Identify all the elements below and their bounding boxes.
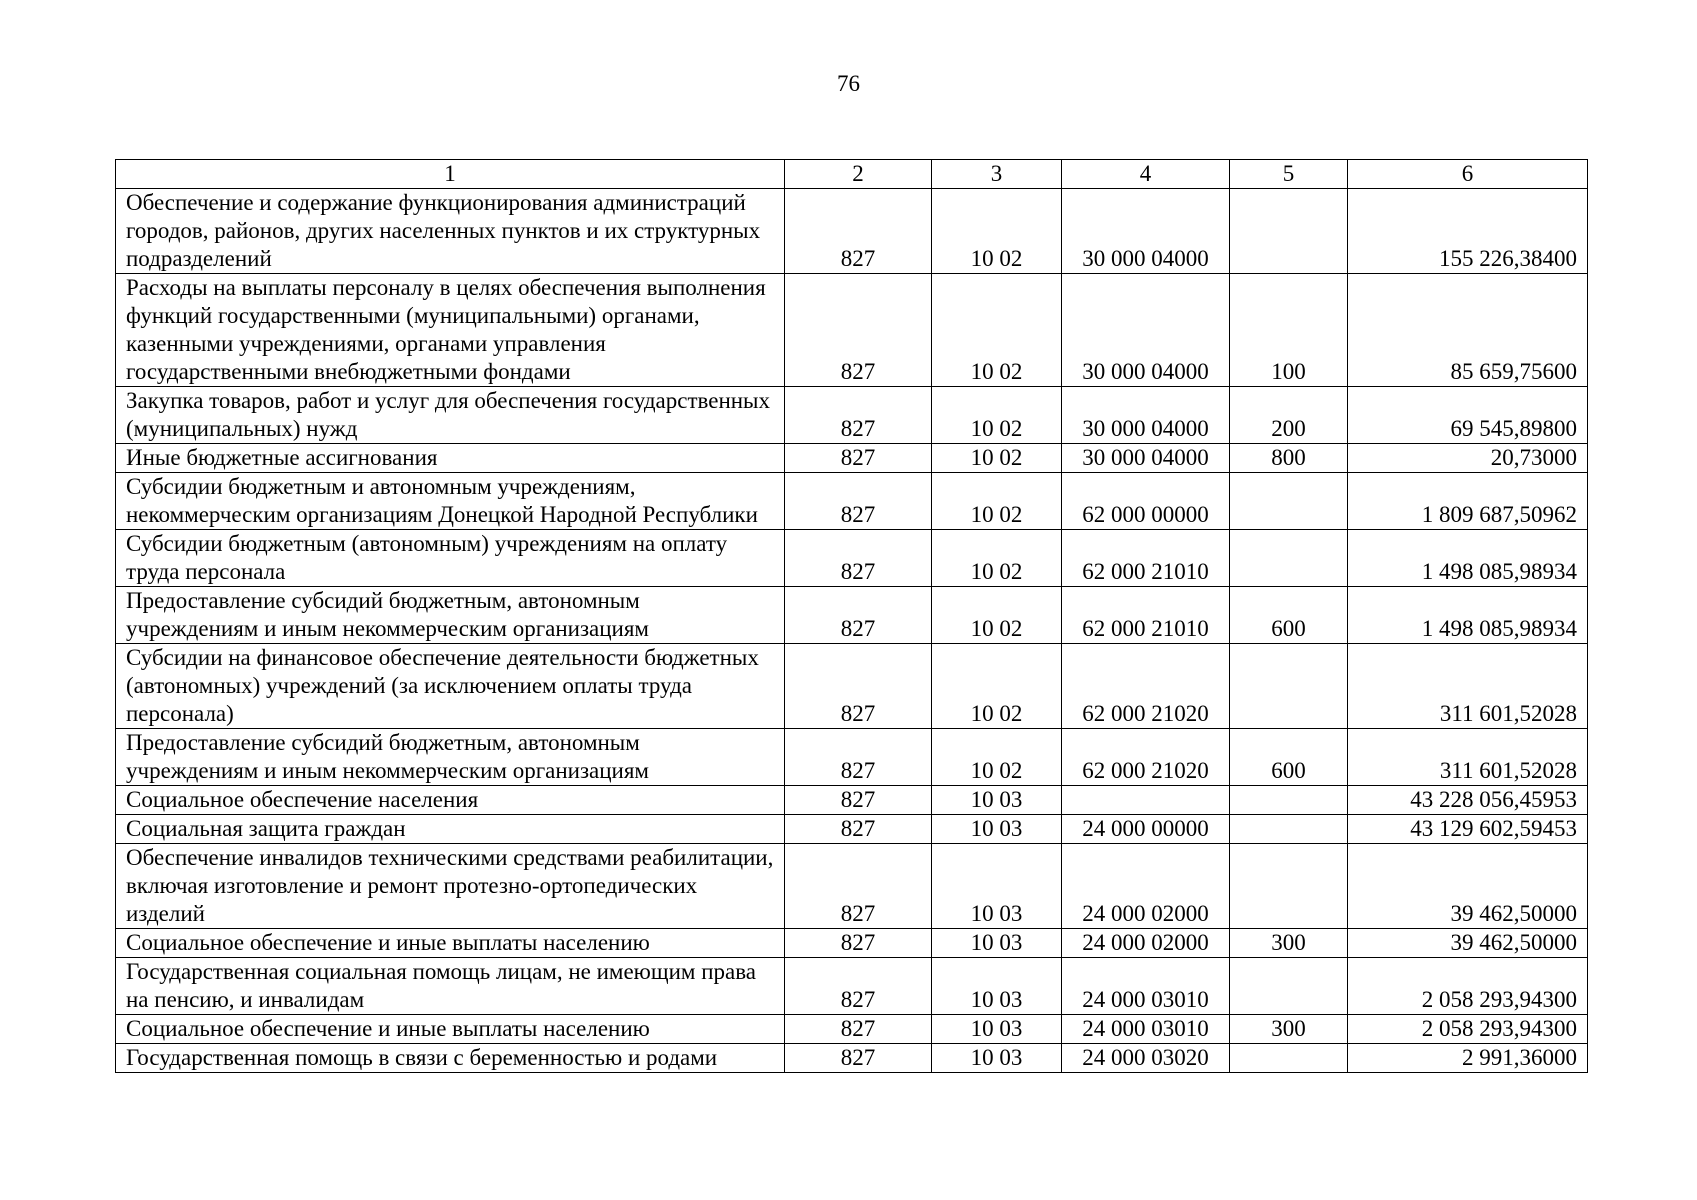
row-name-cell: Субсидии на финансовое обеспечение деятельности бюджетных (автономных) учреждений (за исключением оплаты труда персонала) — [116, 644, 785, 729]
row-target-article-cell: 24 000 00000 — [1062, 815, 1230, 844]
row-target-article-cell: 30 000 04000 — [1062, 189, 1230, 274]
row-section-cell: 10 02 — [932, 587, 1062, 644]
row-admin-code-cell: 827 — [785, 729, 932, 786]
row-amount-cell: 2 058 293,94300 — [1348, 958, 1588, 1015]
row-amount-cell: 311 601,52028 — [1348, 729, 1588, 786]
row-section-cell: 10 03 — [932, 1015, 1062, 1044]
row-name-cell: Предоставление субсидий бюджетным, автономным учреждениям и иным некоммерческим организациям — [116, 729, 785, 786]
row-name-cell: Социальная защита граждан — [116, 815, 785, 844]
column-header-2: 2 — [785, 160, 932, 189]
row-target-article-cell: 30 000 04000 — [1062, 274, 1230, 387]
row-expense-type-cell — [1230, 530, 1348, 587]
table-row — [116, 587, 1588, 644]
row-section-cell: 10 02 — [932, 729, 1062, 786]
row-amount-cell: 2 991,36000 — [1348, 1044, 1588, 1073]
table-row — [116, 815, 1588, 844]
row-expense-type-cell: 300 — [1230, 1015, 1348, 1044]
row-admin-code-cell: 827 — [785, 929, 932, 958]
budget-table — [115, 159, 1588, 1073]
row-name-cell: Субсидии бюджетным и автономным учреждениям, некоммерческим организациям Донецкой Народной Республики — [116, 473, 785, 530]
row-target-article-cell: 62 000 00000 — [1062, 473, 1230, 530]
row-amount-cell: 1 809 687,50962 — [1348, 473, 1588, 530]
row-amount-cell: 1 498 085,98934 — [1348, 587, 1588, 644]
row-name-cell: Государственная помощь в связи с беременностью и родами — [116, 1044, 785, 1073]
page-number: 76 — [837, 71, 860, 96]
row-amount-cell: 39 462,50000 — [1348, 844, 1588, 929]
row-section-cell: 10 03 — [932, 815, 1062, 844]
row-admin-code-cell: 827 — [785, 444, 932, 473]
row-name-cell: Субсидии бюджетным (автономным) учреждениям на оплату труда персонала — [116, 530, 785, 587]
row-expense-type-cell — [1230, 815, 1348, 844]
row-expense-type-cell — [1230, 844, 1348, 929]
row-amount-cell: 1 498 085,98934 — [1348, 530, 1588, 587]
table-row — [116, 1044, 1588, 1073]
table-row — [116, 729, 1588, 786]
row-amount-cell: 43 129 602,59453 — [1348, 815, 1588, 844]
row-section-cell: 10 03 — [932, 844, 1062, 929]
row-amount-cell: 2 058 293,94300 — [1348, 1015, 1588, 1044]
row-section-cell: 10 02 — [932, 274, 1062, 387]
row-name-cell: Государственная социальная помощь лицам, не имеющим права на пенсию, и инвалидам — [116, 958, 785, 1015]
table-row — [116, 1015, 1588, 1044]
table-row — [116, 929, 1588, 958]
row-admin-code-cell: 827 — [785, 644, 932, 729]
row-admin-code-cell: 827 — [785, 530, 932, 587]
row-name-cell: Закупка товаров, работ и услуг для обеспечения государственных (муниципальных) нужд — [116, 387, 785, 444]
row-name-cell: Социальное обеспечение и иные выплаты населению — [116, 929, 785, 958]
row-expense-type-cell — [1230, 958, 1348, 1015]
row-target-article-cell — [1062, 786, 1230, 815]
column-header-6: 6 — [1348, 160, 1588, 189]
table-row — [116, 844, 1588, 929]
table-body — [116, 189, 1588, 1073]
row-section-cell: 10 02 — [932, 530, 1062, 587]
row-section-cell: 10 03 — [932, 958, 1062, 1015]
row-section-cell: 10 03 — [932, 1044, 1062, 1073]
row-expense-type-cell: 600 — [1230, 587, 1348, 644]
row-expense-type-cell: 800 — [1230, 444, 1348, 473]
row-name-cell: Обеспечение инвалидов техническими средствами реабилитации, включая изготовление и ремонт протезно-ортопедических изделий — [116, 844, 785, 929]
row-admin-code-cell: 827 — [785, 1015, 932, 1044]
row-target-article-cell: 24 000 03010 — [1062, 958, 1230, 1015]
row-section-cell: 10 02 — [932, 444, 1062, 473]
row-admin-code-cell: 827 — [785, 189, 932, 274]
row-section-cell: 10 02 — [932, 644, 1062, 729]
row-target-article-cell: 62 000 21010 — [1062, 530, 1230, 587]
row-name-cell: Расходы на выплаты персоналу в целях обеспечения выполнения функций государственными (муниципальными) органами, казенными учреждениями, органами управления государственными внебюджетными фондами — [116, 274, 785, 387]
row-section-cell: 10 02 — [932, 473, 1062, 530]
row-admin-code-cell: 827 — [785, 1044, 932, 1073]
row-admin-code-cell: 827 — [785, 958, 932, 1015]
row-target-article-cell: 24 000 03010 — [1062, 1015, 1230, 1044]
row-target-article-cell: 24 000 02000 — [1062, 844, 1230, 929]
column-header-1: 1 — [116, 160, 785, 189]
row-target-article-cell: 30 000 04000 — [1062, 444, 1230, 473]
row-expense-type-cell: 600 — [1230, 729, 1348, 786]
row-amount-cell: 85 659,75600 — [1348, 274, 1588, 387]
row-expense-type-cell — [1230, 786, 1348, 815]
row-amount-cell: 69 545,89800 — [1348, 387, 1588, 444]
row-amount-cell: 39 462,50000 — [1348, 929, 1588, 958]
row-expense-type-cell: 100 — [1230, 274, 1348, 387]
row-name-cell: Социальное обеспечение и иные выплаты населению — [116, 1015, 785, 1044]
row-expense-type-cell — [1230, 1044, 1348, 1073]
table-row — [116, 958, 1588, 1015]
row-target-article-cell: 24 000 03020 — [1062, 1044, 1230, 1073]
row-expense-type-cell — [1230, 473, 1348, 530]
row-expense-type-cell: 300 — [1230, 929, 1348, 958]
row-section-cell: 10 03 — [932, 929, 1062, 958]
row-section-cell: 10 02 — [932, 387, 1062, 444]
row-name-cell: Иные бюджетные ассигнования — [116, 444, 785, 473]
row-name-cell: Предоставление субсидий бюджетным, автономным учреждениям и иным некоммерческим организациям — [116, 587, 785, 644]
row-admin-code-cell: 827 — [785, 844, 932, 929]
row-target-article-cell: 30 000 04000 — [1062, 387, 1230, 444]
table-header-row — [116, 160, 1588, 189]
table-row — [116, 387, 1588, 444]
row-amount-cell: 155 226,38400 — [1348, 189, 1588, 274]
column-header-3: 3 — [932, 160, 1062, 189]
row-amount-cell: 311 601,52028 — [1348, 644, 1588, 729]
row-amount-cell: 20,73000 — [1348, 444, 1588, 473]
table-row — [116, 189, 1588, 274]
row-section-cell: 10 03 — [932, 786, 1062, 815]
row-expense-type-cell — [1230, 189, 1348, 274]
row-admin-code-cell: 827 — [785, 274, 932, 387]
row-section-cell: 10 02 — [932, 189, 1062, 274]
row-admin-code-cell: 827 — [785, 473, 932, 530]
row-expense-type-cell — [1230, 644, 1348, 729]
row-target-article-cell: 62 000 21020 — [1062, 729, 1230, 786]
column-header-4: 4 — [1062, 160, 1230, 189]
row-amount-cell: 43 228 056,45953 — [1348, 786, 1588, 815]
column-header-5: 5 — [1230, 160, 1348, 189]
table-row — [116, 530, 1588, 587]
row-name-cell: Социальное обеспечение населения — [116, 786, 785, 815]
row-expense-type-cell: 200 — [1230, 387, 1348, 444]
table-row — [116, 274, 1588, 387]
row-admin-code-cell: 827 — [785, 587, 932, 644]
table-row — [116, 473, 1588, 530]
row-admin-code-cell: 827 — [785, 387, 932, 444]
row-target-article-cell: 24 000 02000 — [1062, 929, 1230, 958]
row-name-cell: Обеспечение и содержание функционирования администраций городов, районов, других населенных пунктов и их структурных подразделений — [116, 189, 785, 274]
row-admin-code-cell: 827 — [785, 815, 932, 844]
table-row — [116, 786, 1588, 815]
row-admin-code-cell: 827 — [785, 786, 932, 815]
row-target-article-cell: 62 000 21010 — [1062, 587, 1230, 644]
row-target-article-cell: 62 000 21020 — [1062, 644, 1230, 729]
table-row — [116, 644, 1588, 729]
table-row — [116, 444, 1588, 473]
